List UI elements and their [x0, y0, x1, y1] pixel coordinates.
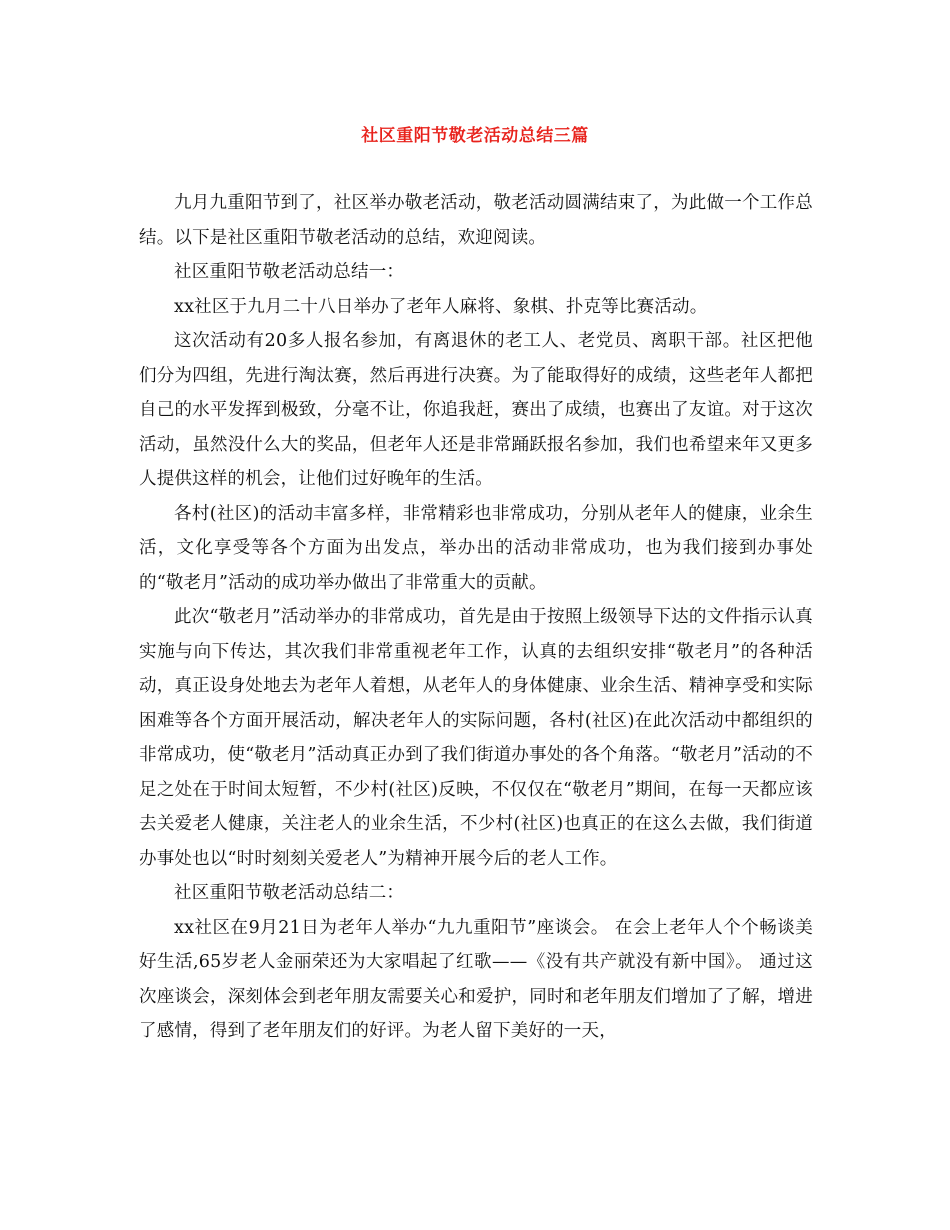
body-paragraph: 这次活动有20多人报名参加，有离退休的老工人、老党员、离职干部。社区把他们分为四组，先进行淘汰赛，然后再进行决赛。为了能取得好的成绩，这些老年人都把自己的水平发挥到极致，分毫不让，你追我赶，赛出了成绩，也赛出了友谊。对于这次活动，虽然没什么大的奖品，但老年人还是非常踊跃报名参加，我们也希望来年又更多人提供这样的机会，让他们过好晚年的生活。: [139, 331, 813, 489]
body-paragraph: xx社区于九月二十八日举办了老年人麻将、象棋、扑克等比赛活动。: [174, 296, 708, 317]
document-body: [139, 186, 813, 1049]
document-title: 社区重阳节敬老活动总结三篇: [361, 126, 589, 146]
body-paragraph: 此次“敬老月”活动举办的非常成功，首先是由于按照上级领导下达的文件指示认真实施与向下传达，其次我们非常重视老年工作，认真的去组织安排“敬老月”的各种活动，真正设身处地去为老年人着想，从老年人的身体健康、业余生活、精神享受和实际困难等各个方面开展活动，解决老年人的实际问题，各村(社区)在此次活动中都组织的非常成功，使“敬老月”活动真正办到了我们街道办事处的各个角落。“敬老月”活动的不足之处在于时间太短暂，不少村(社区)反映，不仅仅在“敬老月”期间，在每一天都应该去关爱老人健康，关注老人的业余生活，不少村(社区)也真正的在这么去做，我们街道办事处也以“时时刻刻关爱老人”为精神开展今后的老人工作。: [139, 607, 813, 869]
body-paragraph: 各村(社区)的活动丰富多样，非常精彩也非常成功，分别从老年人的健康，业余生活，文化享受等各个方面为出发点，举办出的活动非常成功，也为我们接到办事处的“敬老月”活动的成功举办做出了非常重大的贡献。: [139, 503, 813, 593]
section-heading-one: 社区重阳节敬老活动总结一：: [174, 262, 405, 282]
body-paragraph: xx社区在9月21日为老年人举办“九九重阳节”座谈会。 在会上老年人个个畅谈美好生活,65岁老人金丽荣还为大家唱起了红歌——《没有共产就没有新中国》。 通过这次座谈会，深刻体会到老年朋友需要关心和爱护，同时和老年朋友们增加了了解，增进了感情，得到了老年朋友们的好评。为老人留下美好的一天，: [139, 917, 813, 1041]
section-heading-two: 社区重阳节敬老活动总结二：: [174, 883, 405, 903]
intro-paragraph: 九月九重阳节到了，社区举办敬老活动，敬老活动圆满结束了，为此做一个工作总结。以下是社区重阳节敬老活动的总结，欢迎阅读。: [139, 193, 813, 248]
